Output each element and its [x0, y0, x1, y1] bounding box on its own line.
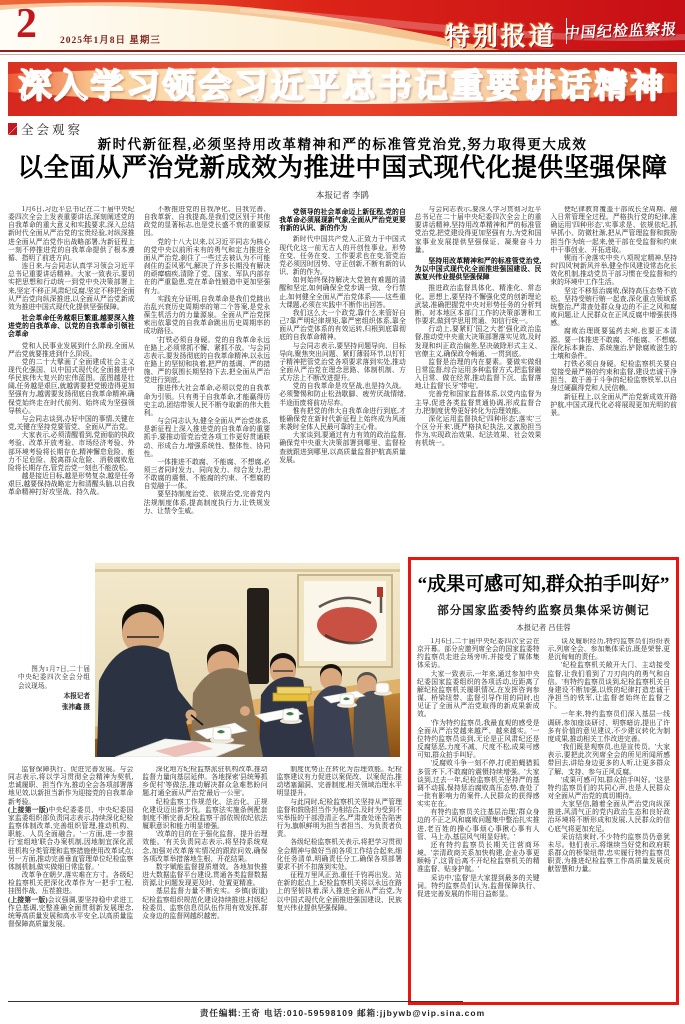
body-paragraph: 推进政治监督具体化、精准化、常态化。思想上,要坚持不懈强化党的创新理论武装,准确把握党中央对形势任务的分析判断、对本地区本部门工作的决策部署和工作要求,做到学思用贯通、知信行统一。	[414, 285, 542, 326]
body-paragraph: 锲而不舍落实中央八项规定精神,坚持纠'四风'树新风并举,健全作风建设常态化长效化机制,推动党员干部习惯在受监督和约束的环境中工作生活。	[550, 254, 677, 287]
body-paragraph: 新时代中国共产党人,正致力于中国式现代化这一前无古人的开创性事业。形势在变、任务在变、工作要求也在变,管党治党必须因时因势、守正创新,不断有新的认识、新的作为。	[279, 236, 406, 277]
crosshead: 坚持用改革精神和严的标准管党治党,为以中国式现代化全面推进强国建设、民族复兴伟业提供坚强保障	[414, 257, 542, 282]
section-title: 特别报道	[444, 24, 557, 50]
jump-section-columns	[8, 766, 402, 1000]
body-paragraph: 不断推进党的自我净化、自我完善、自我革新、自我提高,是我们党区别于其他政党的显著标志,也是党长盛不衰的重要原因。	[143, 206, 271, 238]
jump-note: (上接第一版)	[8, 896, 48, 904]
body-paragraph: 腐败治理既要猛药去疴,也要正本清源。要一体推进不敢腐、不能腐、不想腐,深化标本兼治、系统施治,铲除腐败滋生的土壤和条件。	[550, 328, 677, 360]
banner-headline: 深入学习领会习近平总书记重要讲话精神	[18, 69, 667, 105]
body-paragraph: 采访中,'监督'是大家提到最多的关键词。特约监察员们认为,监督保障执行、促进完善发展的作用日益彰显。	[417, 874, 540, 898]
body-paragraph: '我们既是观察员,也是宣传员。'大家表示,要把此次列席全会的所见所闻所感带回去,讲给身边更多的人听,让更多群众了解、支持、参与正风反腐。	[547, 744, 670, 776]
body-paragraph: 要坚持制度治党、依规治党,完善党内法规制度体系,提高制度执行力,让铁规发力、让禁令生威。	[143, 491, 271, 515]
body-paragraph: 与会同志认为,健全全面从严治党体系,是新征程上深入推进党的自我革命的重要抓手,要推动管党治党各项工作更好贯通联动、形成合力,增强系统性、整体性、协同性。	[143, 418, 271, 458]
body-paragraph: 新征程上,以全面从严治党新成效开路护航,中国式现代化必将展现更加光明的前景。	[550, 393, 677, 417]
caption-credit-reporter: 本报记者	[63, 693, 90, 701]
body-paragraph: 深化运用监督执纪'四种形态',落实'三个区分开来',既严格执纪执法,又激励担当作为,实现政治效果、纪法效果、社会效果有机统一。	[414, 415, 542, 448]
main-article-columns	[8, 206, 677, 552]
article-column	[550, 206, 677, 552]
crosshead: 党领导的社会革命迈上新征程,党的自我革命必须展现新气象,全面从严治党更要有新的认识、新的作为	[279, 209, 406, 233]
body-paragraph: '改革的目的在于强化监督、提升治理效能。'有关负责同志表示,将坚持系统观念,加强对改革落实情况的跟踪问效,确保各项改革举措落地生根、开花结果。	[142, 831, 268, 863]
page-number: 2	[16, 1, 37, 47]
body-paragraph: 实践充分证明,自我革命是我们党跳出治乱兴衰历史周期率的第二个答案,是党永葆生机活力的力量源泉。全面从严治党探索出依靠党的自我革命跳出历史周期率的成功路径。	[143, 295, 271, 336]
article-column	[8, 206, 135, 552]
article-column	[279, 206, 406, 552]
body-paragraph: 1月6日,习近平总书记在二十届中央纪委四次全会上发表重要讲话,深刻阐述党的自我革命的重大意义和实践要求,深入总结新时代全面从严治党的宝贵经验,对纵深推进全面从严治党作出战略部署,为新征程上一刻不停推进党的自我革命提供了根本遵循、指明了前进方向。	[8, 206, 135, 262]
jump-column	[142, 766, 267, 1000]
body-paragraph: 连日来,与会同志认真学习领会习近平总书记重要讲话精神。大家一致表示,要切实把思想和行动统一到党中央决策部署上来,坚定不移正风肃纪反腐,坚定不移把全面从严治党向纵深推进,以全面从严治党新成效为推进中国式现代化提供坚强保障。	[8, 263, 135, 311]
article-kicker: 新时代新征程,必须坚持用改革精神和严的标准管党治党,努力取得更大成效	[97, 137, 588, 152]
footer-editor-line: 责任编辑:王奇 电话:010-59598109 邮箱:jjbywb@vip.sina.com	[199, 1008, 486, 1018]
body-paragraph: 大家表示,必须清醒看到,党面临的执政考验、改革开放考验、市场经济考验、外部环境考验将长期存在,精神懈怠危险、能力不足危险、脱离群众危险、消极腐败危险将长期存在,管党治党一刻也不能放松。	[8, 432, 135, 472]
body-paragraph: '成果可感可知,群众拍手叫好。'这是特约监察员们的共同心声,也是人民群众对全面从严治党的真切期待。	[547, 776, 670, 800]
masthead-rule-thick	[0, 50, 685, 52]
body-paragraph: 各级纪检监察机关表示,将把学习贯彻全会精神与做好当前各项工作结合起来,细化任务清单,明确责任分工,确保各项部署要求不折不扣落到实处。	[276, 839, 402, 871]
body-paragraph: 制度优势正在转化为治理效能。纪检监察建议有力促进以案促改、以案促治,推动堵塞漏洞、完善制度,相关领域治理水平明显提升。	[276, 766, 402, 798]
crosshead: 社会革命任务越艰巨繁重,越要深入推进党的自我革命、以党的自我革命引领社会革命	[8, 315, 135, 339]
article-column	[415, 206, 542, 552]
article-column	[144, 206, 271, 552]
box-columns	[417, 638, 670, 990]
masthead-rule-thin	[0, 54, 685, 55]
body-paragraph: '作为特约监察员,我最直观的感受是全面从严治党越来越严、越来越实。'一位特约监察员谈到,无论是正风肃纪还是反腐惩恶,力度不减、尺度不松,成果可感可知,群众拍手叫好。	[417, 719, 540, 760]
body-paragraph: 纪检监察工作规范化、法治化、正规化建设迈出新步伐。监察法实施条例配套制度不断完善,纪检监察干部依规依纪依法履职意识和能力明显增强。	[142, 798, 268, 831]
body-paragraph: 如何始终保持解决大党独有难题的清醒和坚定,如何确保全党步调一致、令行禁止,如何健全全面从严治党体系——这些重大课题,必须在实践中不断作出回答。	[279, 277, 406, 309]
box-column	[548, 638, 671, 990]
boxed-article	[408, 557, 679, 1005]
section-label-text: 全会观察	[21, 123, 84, 137]
body-paragraph: 1月6日,二十届中央纪委四次全会在京开幕。部分应邀列席全会的国家监委特约监察员走进会场旁听,并接受了媒体集体采访。	[417, 638, 540, 670]
theme-banner	[8, 62, 677, 116]
body-paragraph: 一年来,特约监察员们深入基层一线调研,参加座谈研讨、明察暗访,提出了许多有价值的意见建议,不少建议转化为制度成果,推动相关工作改进完善。	[547, 711, 670, 743]
body-paragraph: 推进伟大社会革命,必须以党的自我革命为引领。只有勇于自我革命,才能赢得历史主动,团结带领人民不断夺取新的伟大胜利。	[143, 385, 271, 417]
body-paragraph: 行动上,要紧盯'国之大者'强化政治监督,推动党中央重大决策部署落实见效,及时发现和纠正政治偏差,坚决破除形式主义、官僚主义,确保政令畅通、一贯到底。	[414, 326, 542, 358]
body-paragraph: '纪检监察机关敞开大门、主动接受监督,让我们看到了刀刃向内的勇气和自信。'有特约监察员谈到,纪检监察机关自身建设不断加强,以铁的纪律打造忠诚干净担当的铁军,让监督者始终在监督之下。	[547, 662, 670, 711]
box-byline: 本报记者 吕佳蓉	[516, 623, 571, 632]
body-paragraph: '打铁必须自身硬。党的自我革命永远在路上,必须常抓不懈、紧抓不放。'与会同志表示,要发扬彻底的自我革命精神,以永远在路上的坚韧和执着,把严的基调、严的措施、严的氛围长期坚持下去,把全面从严治党进行到底。	[143, 336, 271, 385]
body-paragraph: 深化地方纪检监察派驻机构改革,推动监督力量向基层延伸。各地探索'县统筹抓乡促村'等做法,推动解决群众急难愁盼问题,打通全面从严治党'最后一公里'。	[142, 766, 268, 798]
body-paragraph: 基层监督力量不断充实。乡镇(街道)纪检监察组织规范化建设持续推进,村级纪检委员、监察信息员队伍作用有效发挥,群众身边的监督网越织越密。	[142, 888, 268, 920]
jump-column	[277, 766, 402, 1000]
body-paragraph: 谈及履职经历,特约监察员们纷纷表示,列席全会、参加集体采访,既是荣誉,更是沉甸甸的责任。	[547, 638, 670, 662]
body-paragraph: 监督是治理的内在要素。要做实做细日常监督,综合运用多种监督方式,把监督融入日常、做在经常,推动监督下沉、监督落地,让监督'长牙''带电'。	[414, 358, 542, 391]
jump-note: (上接第一版)	[8, 806, 49, 814]
body-paragraph: 党的二十大擘画了全面建成社会主义现代化强国、以中国式现代化全面推进中华民族伟大复兴的宏伟蓝图。蓝图越是壮阔,任务越是艰巨,就越需要把党锻造得更加坚强有力,越需要发扬彻底自我革命精神,确保党始终走在时代前列、始终成为坚强领导核心。	[8, 358, 135, 415]
body-paragraph: 坚定不移惩治腐败,保持高压态势不放松。坚持受贿行贿一起查,深化重点领域系统整治,严肃查处群众身边的不正之风和腐败问题,让人民群众在正风反腐中增强获得感。	[550, 287, 677, 328]
body-paragraph: 完善党和国家监督体系,以党内监督为主导,促进各类监督贯通协调,形成监督合力,把制度优势更好转化为治理效能。	[414, 391, 542, 415]
body-paragraph: 大家一致表示,一年来,通过参加中央纪委国家监委组织的各项活动,近距离了解纪检监察机关履职情况,在发挥咨询参谋、桥梁纽带、监督引导作用的同时,也见证了全面从严治党取得的新成果新成效。	[417, 670, 540, 719]
main-headline: 以全面从严治党新成效为推进中国式现代化提供坚强保障	[17, 153, 668, 182]
body-paragraph: 还有特约监察员长期关注营商环境。'亲清政商关系加快构建,企业办事更顺畅了,这背后离不开纪检监察机关的精准监督、贴身护航。'	[417, 841, 540, 874]
body-paragraph: 大家坚信,随着全面从严治党向纵深推进,风清气正的党内政治生态和良好政治环境将不断形成和发展,人民群众的信心底气将更加充足。	[547, 801, 670, 833]
caption-credit-name: 张祎鑫 摄	[61, 703, 90, 711]
body-paragraph: 采访结束时,不少特约监察员仍意犹未尽。他们表示,将继续当好党和政府联系群众的桥梁纽带,忠实履行特约监察员职责,为推进纪检监察工作高质量发展贡献智慧和力量。	[547, 833, 670, 874]
body-paragraph: 越是接近目标,越是形势复杂,越是任务艰巨,越要保持战略定力和清醒头脑,以自我革命精神打好攻坚战、持久战。	[8, 473, 135, 497]
body-paragraph: 有特约监察员关注基层治理,'群众身边的不正之风和腐败问题集中整治扎实推进,老百姓的操心事烦心事揪心事有人管、马上办,基层风气明显好转。'	[417, 809, 540, 841]
conference-photo	[95, 563, 400, 757]
body-paragraph: 使纪律教育覆盖干部成长全周期、融入日常管理全过程。严格执行党的纪律,准确运用'四种形态',实事求是、依规依纪,抓早抓小、防微杜渐,把从严管理监督和鼓励担当作为统一起来,使干部在受监督和约束中干事创业、开拓进取。	[550, 206, 677, 254]
body-paragraph: (上接第一版)中央纪委委员、中央纪委国家监委组织部负责同志表示,持续深化纪检监察体制改革,完善组织管理,推动机构、职能、人员全面融合。'一方面,进一步推行'室组地'联合办案机制,因地制宜深化派驻机构分类管理和监察措施使用改革试点;另一方面,推动完善垂直管理单位纪检监察体制机制,做实做细日常监督。'	[8, 806, 134, 871]
body-paragraph: 数字赋能监督提质增效。各地加快推进大数据监督平台建设,贯通各类监督数据资源,让问题发现更及时、处置更精准。	[142, 863, 268, 888]
body-paragraph: (上接第一版)会议强调,要坚持稳中求进工作总基调,完整准确全面贯彻新发展理念,统筹高质量发展和高水平安全,以高质量监督保障高质量发展。	[8, 896, 134, 928]
newspaper-name: 中国纪检监察报	[563, 22, 678, 42]
body-paragraph: 监督保障执行、促进完善发展。与会同志表示,将以学习贯彻全会精神为契机,忠诚履职、担当作为,推动全会各项部署落地见效,以新担当新作为迎接党的自我革命新考验。	[8, 766, 134, 806]
publication-date: 2025年1月8日 星期三	[60, 36, 161, 46]
box-headline: “成果可感可知,群众拍手叫好”	[417, 574, 670, 595]
body-paragraph: 党的十八大以来,以习近平同志为核心的党中央以前所未有的勇气和定力推进全面从严治党,刹住了一些过去被认为不可能刹住的歪风邪气,解决了许多长期没有解决的顽瘴痼疾,清除了党、国家、军队内部存在的严重隐患,党在革命性锻造中更加坚强有力。	[143, 238, 271, 295]
caption-text: 图为1月7日,二十届中央纪委四次全会分组会议现场。	[18, 666, 90, 690]
body-paragraph: 党和人民事业发展到什么阶段,全面从严治党就要推进到什么阶段。	[8, 342, 135, 358]
box-column	[417, 638, 540, 990]
body-paragraph: 一体推进不敢腐、不能腐、不想腐,必须三者同时发力、同向发力、综合发力,把不敢腐的震慑、不能腐的约束、不想腐的自觉融于一体。	[143, 458, 271, 491]
box-subtitle: 部分国家监委特约监察员集体采访侧记	[437, 605, 650, 617]
body-paragraph: 大家谈到,要通过有力有效的政治监督,确保党中央重大决策部署到哪里、监督检查就跟进到哪里,以高质量监督护航高质量发展。	[279, 432, 406, 464]
body-paragraph: 改革争在朝夕,落实难在方寸。各级纪检监察机关把深化改革作为'一把手'工程,挂图作战、压茬推进。	[8, 872, 134, 896]
body-paragraph: 与会同志表示,要深入学习贯彻习近平总书记在二十届中央纪委四次全会上的重要讲话精神,坚持用改革精神和严的标准管党治党,把党建设得更加坚强有力,为党和国家事业发展提供坚强保证、凝聚奋斗力量。	[414, 206, 542, 254]
footer-rule	[8, 1001, 463, 1002]
body-paragraph: 与此同时,纪检监察机关坚持从严管理监督和鼓励担当作为相结合,及时为受到不实举报的干部澄清正名,严肃查处诬告陷害行为,旗帜鲜明为担当者担当、为负责者负责。	[276, 798, 402, 839]
body-paragraph: 与会同志谈到,办好中国的事情,关键在党,关键在坚持党要管党、全面从严治党。	[8, 415, 135, 432]
jump-column	[8, 766, 133, 1000]
body-paragraph: 与会同志表示,要坚持问题导向、目标导向,聚焦突出问题、紧盯薄弱环节,以钉钉子精神把管党治党各项要求落到实处,推动全面从严治党在理念思路、体制机制、方式方法上不断改进提升。	[279, 342, 406, 383]
body-paragraph: 我们这么大一个政党,靠什么来管好自己?靠严明纪律规矩,靠严密组织体系,靠全面从严治党体系的有效运转,归根到底靠彻底的自我革命精神。	[279, 309, 406, 342]
body-paragraph: 党的自我革命是攻坚战,也是持久战。必须警惕和防止松劲歇脚、疲劳厌战情绪,半途而废将前功尽弃。	[279, 383, 406, 407]
body-paragraph: 征程万里风正劲,重任千钧再出发。站在新的起点上,纪检监察机关将以永远在路上的坚韧执着,深入推进全面从严治党,为以中国式现代化全面推进强国建设、民族复兴伟业提供坚强保障。	[276, 872, 402, 912]
masthead	[0, 0, 685, 50]
body-paragraph: 惟有把党的伟大自我革命进行到底,才能确保党在新时代新征程上始终成为风雨来袭时全体人民最可靠的主心骨。	[279, 407, 406, 432]
main-byline: 本报记者 李鹍	[315, 190, 370, 200]
body-paragraph: 打铁必须自身硬。纪检监察机关要自觉接受最严格的约束和监督,建设忠诚干净担当、敢于善于斗争的纪检监察铁军,以自身过硬赢得党和人民信赖。	[550, 360, 677, 393]
body-paragraph: '反腐败斗争一刻不停,打虎拍蝇猎狐多管齐下,不敢腐的震慑持续增强。'大家谈到,过去一年,纪检监察机关坚持严的基调不动摇,保持惩治腐败高压态势,查处了一批有影响力的案件,人民群众的获得感实实在在。	[417, 760, 540, 809]
photo-caption	[18, 666, 90, 712]
